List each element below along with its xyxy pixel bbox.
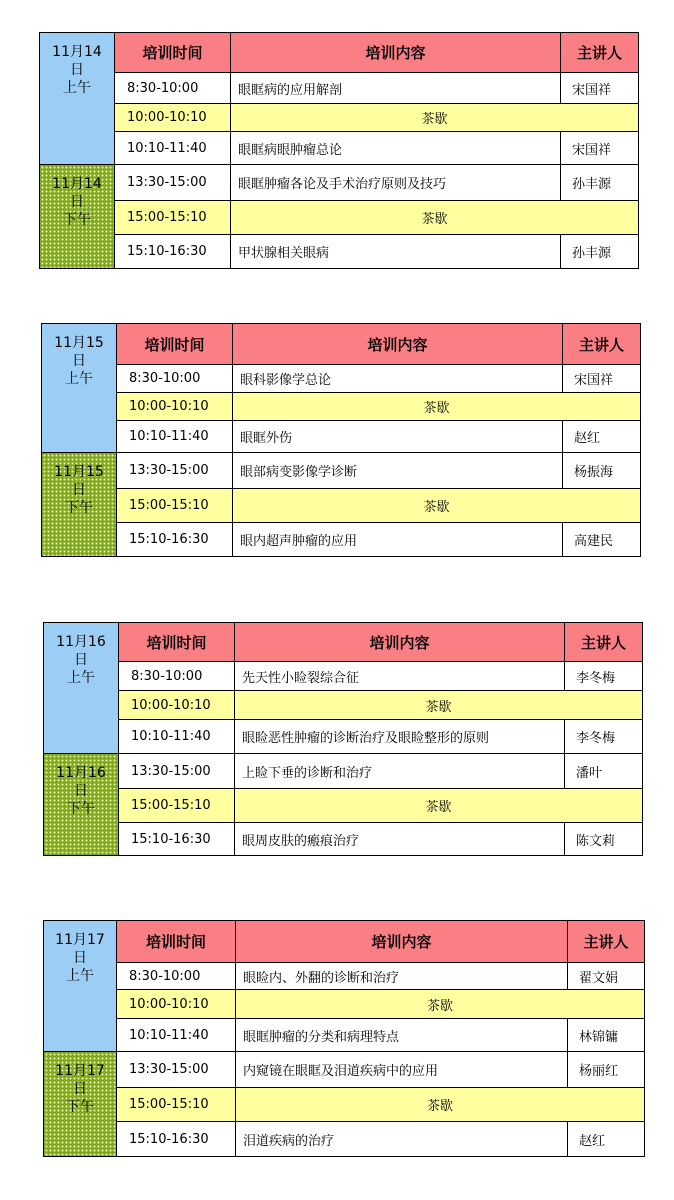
day-label-part: 下午 [66, 1099, 94, 1115]
session-topic: 眼周皮肤的瘢痕治疗 [235, 823, 565, 856]
session-time: 15:00-15:10 [117, 489, 233, 523]
session-topic: 内窥镜在眼眶及泪道疾病中的应用 [236, 1052, 568, 1088]
session-speaker: 孙丰源 [561, 235, 639, 269]
session-row [42, 453, 641, 489]
session-row [44, 823, 643, 856]
session-row [40, 73, 639, 104]
day-label-part: 日 [70, 194, 84, 210]
day-label-afternoon [42, 453, 117, 557]
session-topic: 泪道疾病的治疗 [236, 1122, 568, 1157]
day-label-part: 11月14 [52, 176, 102, 192]
day-label-part: 日 [74, 652, 88, 668]
tea-break-label: 茶歇 [236, 1088, 645, 1122]
column-header-speaker: 主讲人 [568, 921, 645, 963]
column-header-time: 培训时间 [117, 324, 233, 365]
break-row [40, 104, 639, 132]
session-time: 10:00-10:10 [117, 393, 233, 421]
day-label-morning [42, 324, 117, 453]
session-speaker: 陈文莉 [565, 823, 643, 856]
column-header-content: 培训内容 [233, 324, 563, 365]
session-time: 15:10-16:30 [117, 523, 233, 557]
session-speaker: 赵红 [563, 421, 641, 453]
session-speaker: 高建民 [563, 523, 641, 557]
session-row [44, 1052, 645, 1088]
session-time: 15:10-16:30 [119, 823, 235, 856]
session-topic: 先天性小睑裂综合征 [235, 662, 565, 691]
session-topic: 甲状腺相关眼病 [231, 235, 561, 269]
break-row [44, 1088, 645, 1122]
day-label-part: 11月16 [56, 634, 106, 650]
day-label-part: 日 [73, 950, 87, 966]
day-label-part: 下午 [63, 212, 91, 228]
session-speaker: 林锦镛 [568, 1019, 645, 1052]
column-header-time: 培训时间 [117, 921, 236, 963]
day-label-part: 上午 [66, 968, 94, 984]
session-time: 8:30-10:00 [117, 963, 236, 990]
tea-break-label: 茶歇 [233, 489, 641, 523]
session-topic: 上睑下垂的诊断和治疗 [235, 754, 565, 789]
session-time: 13:30-15:00 [117, 453, 233, 489]
day-label-afternoon [44, 1052, 117, 1157]
day-label-part: 11月17 [55, 1063, 105, 1079]
column-header-speaker: 主讲人 [563, 324, 641, 365]
column-header-time: 培训时间 [119, 623, 235, 662]
day-label-part: 日 [70, 62, 84, 78]
session-row [40, 165, 639, 201]
session-topic: 眼科影像学总论 [233, 365, 563, 393]
day-label-afternoon [40, 165, 115, 269]
session-time: 15:10-16:30 [115, 235, 231, 269]
tea-break-label: 茶歇 [236, 990, 645, 1019]
tea-break-label: 茶歇 [233, 393, 641, 421]
header-row [40, 33, 639, 73]
day-label-part: 日 [73, 1081, 87, 1097]
day-schedule-table [43, 920, 645, 1157]
session-speaker: 潘叶 [565, 754, 643, 789]
tea-break-label: 茶歇 [235, 789, 643, 823]
session-row [44, 1122, 645, 1157]
session-speaker: 宋国祥 [561, 132, 639, 165]
session-topic: 眼部病变影像学诊断 [233, 453, 563, 489]
session-topic: 眼睑内、外翻的诊断和治疗 [236, 963, 568, 990]
break-row [44, 691, 643, 720]
session-time: 13:30-15:00 [117, 1052, 236, 1088]
day-label-part: 日 [72, 482, 86, 498]
session-row [42, 421, 641, 453]
day-label-part: 上午 [67, 670, 95, 686]
session-row [42, 523, 641, 557]
tea-break-label: 茶歇 [235, 691, 643, 720]
day-label-morning [44, 623, 119, 754]
session-row [44, 662, 643, 691]
header-row [44, 921, 645, 963]
break-row [40, 201, 639, 235]
day-label-part: 11月15 [54, 464, 104, 480]
session-row [42, 365, 641, 393]
session-row [40, 235, 639, 269]
day-label-part: 上午 [65, 371, 93, 387]
day-label-morning [44, 921, 117, 1052]
session-time: 10:00-10:10 [117, 990, 236, 1019]
column-header-speaker: 主讲人 [561, 33, 639, 73]
session-time: 13:30-15:00 [119, 754, 235, 789]
session-speaker: 宋国祥 [561, 73, 639, 104]
session-time: 10:10-11:40 [119, 720, 235, 754]
session-speaker: 孙丰源 [561, 165, 639, 201]
column-header-content: 培训内容 [231, 33, 561, 73]
session-speaker: 赵红 [568, 1122, 645, 1157]
session-row [40, 132, 639, 165]
session-time: 15:10-16:30 [117, 1122, 236, 1157]
tea-break-label: 茶歇 [231, 201, 639, 235]
column-header-speaker: 主讲人 [565, 623, 643, 662]
session-topic: 眼内超声肿瘤的应用 [233, 523, 563, 557]
column-header-time: 培训时间 [115, 33, 231, 73]
session-speaker: 李冬梅 [565, 720, 643, 754]
session-time: 8:30-10:00 [117, 365, 233, 393]
column-header-content: 培训内容 [235, 623, 565, 662]
session-row [44, 754, 643, 789]
session-speaker: 杨振海 [563, 453, 641, 489]
session-topic: 眼眶外伤 [233, 421, 563, 453]
session-time: 8:30-10:00 [119, 662, 235, 691]
session-time: 15:00-15:10 [117, 1088, 236, 1122]
session-topic: 眼睑恶性肿瘤的诊断治疗及眼睑整形的原则 [235, 720, 565, 754]
day-label-part: 11月16 [56, 765, 106, 781]
day-label-afternoon [44, 754, 119, 856]
column-header-content: 培训内容 [236, 921, 568, 963]
session-speaker: 李冬梅 [565, 662, 643, 691]
day-label-part: 日 [72, 353, 86, 369]
day-label-part: 下午 [67, 801, 95, 817]
session-time: 8:30-10:00 [115, 73, 231, 104]
session-speaker: 宋国祥 [563, 365, 641, 393]
break-row [44, 990, 645, 1019]
session-row [44, 720, 643, 754]
session-time: 15:00-15:10 [119, 789, 235, 823]
day-label-part: 11月15 [54, 335, 104, 351]
day-label-morning [40, 33, 115, 165]
session-topic: 眼眶病的应用解剖 [231, 73, 561, 104]
session-row [44, 1019, 645, 1052]
day-schedule-table [41, 323, 641, 557]
day-label-part: 日 [74, 783, 88, 799]
session-topic: 眼眶肿瘤的分类和病理特点 [236, 1019, 568, 1052]
day-schedule-table [39, 32, 639, 269]
session-time: 15:00-15:10 [115, 201, 231, 235]
header-row [42, 324, 641, 365]
session-time: 10:10-11:40 [117, 1019, 236, 1052]
day-label-part: 11月14 [52, 44, 102, 60]
tea-break-label: 茶歇 [231, 104, 639, 132]
session-time: 10:10-11:40 [115, 132, 231, 165]
break-row [42, 489, 641, 523]
session-speaker: 杨丽红 [568, 1052, 645, 1088]
session-time: 10:10-11:40 [117, 421, 233, 453]
session-time: 10:00-10:10 [119, 691, 235, 720]
day-schedule-table [43, 622, 643, 856]
session-topic: 眼眶肿瘤各论及手术治疗原则及技巧 [231, 165, 561, 201]
header-row [44, 623, 643, 662]
day-label-part: 11月17 [55, 932, 105, 948]
break-row [44, 789, 643, 823]
session-time: 10:00-10:10 [115, 104, 231, 132]
break-row [42, 393, 641, 421]
day-label-part: 下午 [65, 500, 93, 516]
session-speaker: 翟文娟 [568, 963, 645, 990]
session-row [44, 963, 645, 990]
session-time: 13:30-15:00 [115, 165, 231, 201]
session-topic: 眼眶病眼肿瘤总论 [231, 132, 561, 165]
day-label-part: 上午 [63, 80, 91, 96]
